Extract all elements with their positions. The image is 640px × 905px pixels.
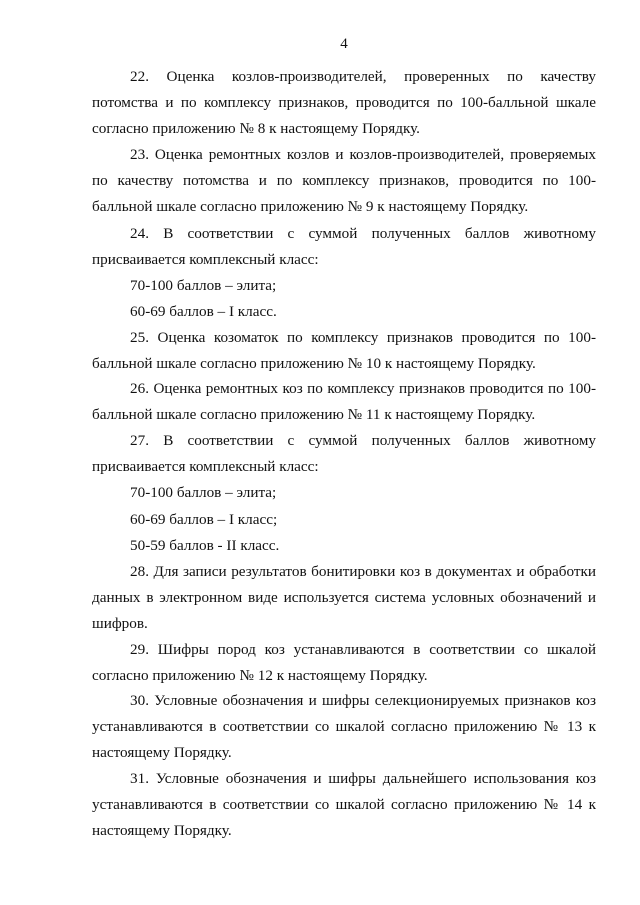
paragraph-31: 31. Условные обозначения и шифры дальнейшего использования коз устанавливаются в соответствии со шкалой согласно приложению № 14 к настоящему Порядку.	[92, 770, 596, 839]
class-list-item: 50-59 баллов - II класс.	[130, 537, 280, 554]
paragraph-23: 23. Оценка ремонтных козлов и козлов-производителей, проверяемых по качеству потомства и по комплексу признаков, проводится по 100-балльной шкале согласно приложению № 9 к настоящему Порядку.	[92, 146, 596, 215]
paragraph-24: 24. В соответствии с суммой полученных баллов животному присваивается комплексный класс:	[92, 225, 596, 268]
paragraph-27: 27. В соответствии с суммой полученных баллов животному присваивается комплексный класс:	[92, 432, 596, 475]
paragraph-26: 26. Оценка ремонтных коз по комплексу признаков проводится по 100-балльной шкале согласно приложению № 11 к настоящему Порядку.	[92, 380, 596, 423]
paragraph-30: 30. Условные обозначения и шифры селекционируемых признаков коз устанавливаются в соответствии со шкалой согласно приложению № 13 к настоящему Порядку.	[92, 692, 596, 761]
paragraph-22: 22. Оценка козлов-производителей, проверенных по качеству потомства и по комплексу признаков, проводится по 100-балльной шкале согласно приложению № 8 к настоящему Порядку.	[92, 68, 596, 137]
class-list-item: 70-100 баллов – элита;	[130, 277, 277, 294]
page-number: 4	[340, 36, 348, 52]
paragraph-29: 29. Шифры пород коз устанавливаются в соответствии со шкалой согласно приложению № 12 к настоящему Порядку.	[92, 641, 596, 684]
paragraph-25: 25. Оценка козоматок по комплексу признаков проводится по 100-балльной шкале согласно приложению № 10 к настоящему Порядку.	[92, 329, 596, 372]
class-list-item: 70-100 баллов – элита;	[130, 484, 277, 501]
class-list-item: 60-69 баллов – I класс.	[130, 303, 277, 320]
class-list-item: 60-69 баллов – I класс;	[130, 511, 278, 528]
paragraph-28: 28. Для записи результатов бонитировки коз в документах и обработки данных в электронном виде используется система условных обозначений и шифров.	[92, 563, 596, 632]
